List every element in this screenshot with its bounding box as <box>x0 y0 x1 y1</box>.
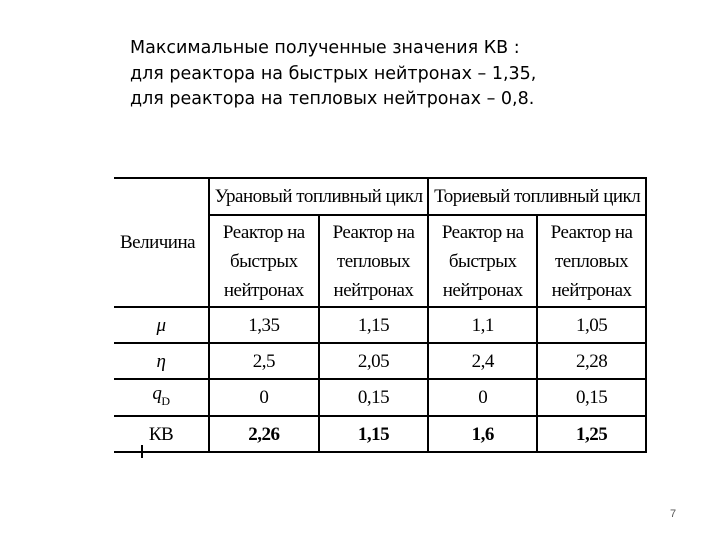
row-label-eta: η <box>114 343 209 379</box>
intro-text <box>130 36 600 113</box>
intro-line-1: Максимальные полученные значения КВ : <box>130 38 520 58</box>
table-cell: 1,35 <box>209 307 319 343</box>
group-header-thorium-label: Ториевый топливный цикл <box>434 186 641 207</box>
group-header-uranium-label: Урановый топливный цикл <box>214 186 423 207</box>
row-label-kv: КВ <box>114 416 209 452</box>
subheader-text: быстрых <box>448 250 517 272</box>
subheader-text: нейтронах <box>442 279 523 301</box>
row-header-label: Величина <box>120 232 196 253</box>
subheader-u-fast <box>209 215 319 307</box>
table-cell: 2,4 <box>428 343 537 379</box>
row-label-qd <box>114 379 209 416</box>
table-cell: 2,05 <box>319 343 429 379</box>
subheader-text: Реактор на <box>222 221 305 243</box>
row-label-q-sub: D <box>161 394 170 408</box>
table-cell: 0 <box>428 379 537 416</box>
table-cell: 2,5 <box>209 343 319 379</box>
table-cell: 1,6 <box>428 416 537 452</box>
table-cell: 1,25 <box>537 416 646 452</box>
table-cell: 2,26 <box>209 416 319 452</box>
table-row <box>114 307 646 343</box>
table-cell: 0 <box>209 379 319 416</box>
table-cell: 1,05 <box>537 307 646 343</box>
values-table <box>114 177 647 453</box>
intro-line-2: для реактора на быстрых нейтронах – 1,35, <box>130 63 537 84</box>
subheader-text: нейтронах <box>551 279 632 301</box>
subheader-text: тепловых <box>336 250 411 272</box>
table-row <box>114 379 646 416</box>
table-cell: 1,15 <box>319 307 429 343</box>
subheader-th-fast <box>428 215 537 307</box>
table-cell: 0,15 <box>537 379 646 416</box>
subheader-text: Реактор на <box>332 221 415 243</box>
table-cell: 2,28 <box>537 343 646 379</box>
subheader-text: нейтронах <box>333 279 414 301</box>
table-row <box>114 416 646 452</box>
group-header-thorium <box>428 178 646 215</box>
subheader-text: тепловых <box>555 250 629 272</box>
row-label-q: q <box>152 383 162 404</box>
intro-line-3: для реактора на тепловых нейтронах – 0,8. <box>130 89 535 109</box>
subheader-u-thermal <box>319 215 429 307</box>
subheader-text: нейтронах <box>223 279 304 301</box>
subheader-text: быстрых <box>229 250 298 272</box>
table-cell: 1,1 <box>428 307 537 343</box>
row-label-mu: μ <box>114 307 209 343</box>
table-cell: 0,15 <box>319 379 429 416</box>
table-edge-mark <box>141 445 143 458</box>
subheader-th-thermal <box>537 215 646 307</box>
table-cell: 1,15 <box>319 416 429 452</box>
row-header-cell <box>114 178 209 307</box>
table-row <box>114 343 646 379</box>
page-number: 7 <box>670 508 677 520</box>
group-header-uranium <box>209 178 428 215</box>
subheader-text: Реактор на <box>441 221 524 243</box>
subheader-text: Реактор на <box>550 221 633 243</box>
